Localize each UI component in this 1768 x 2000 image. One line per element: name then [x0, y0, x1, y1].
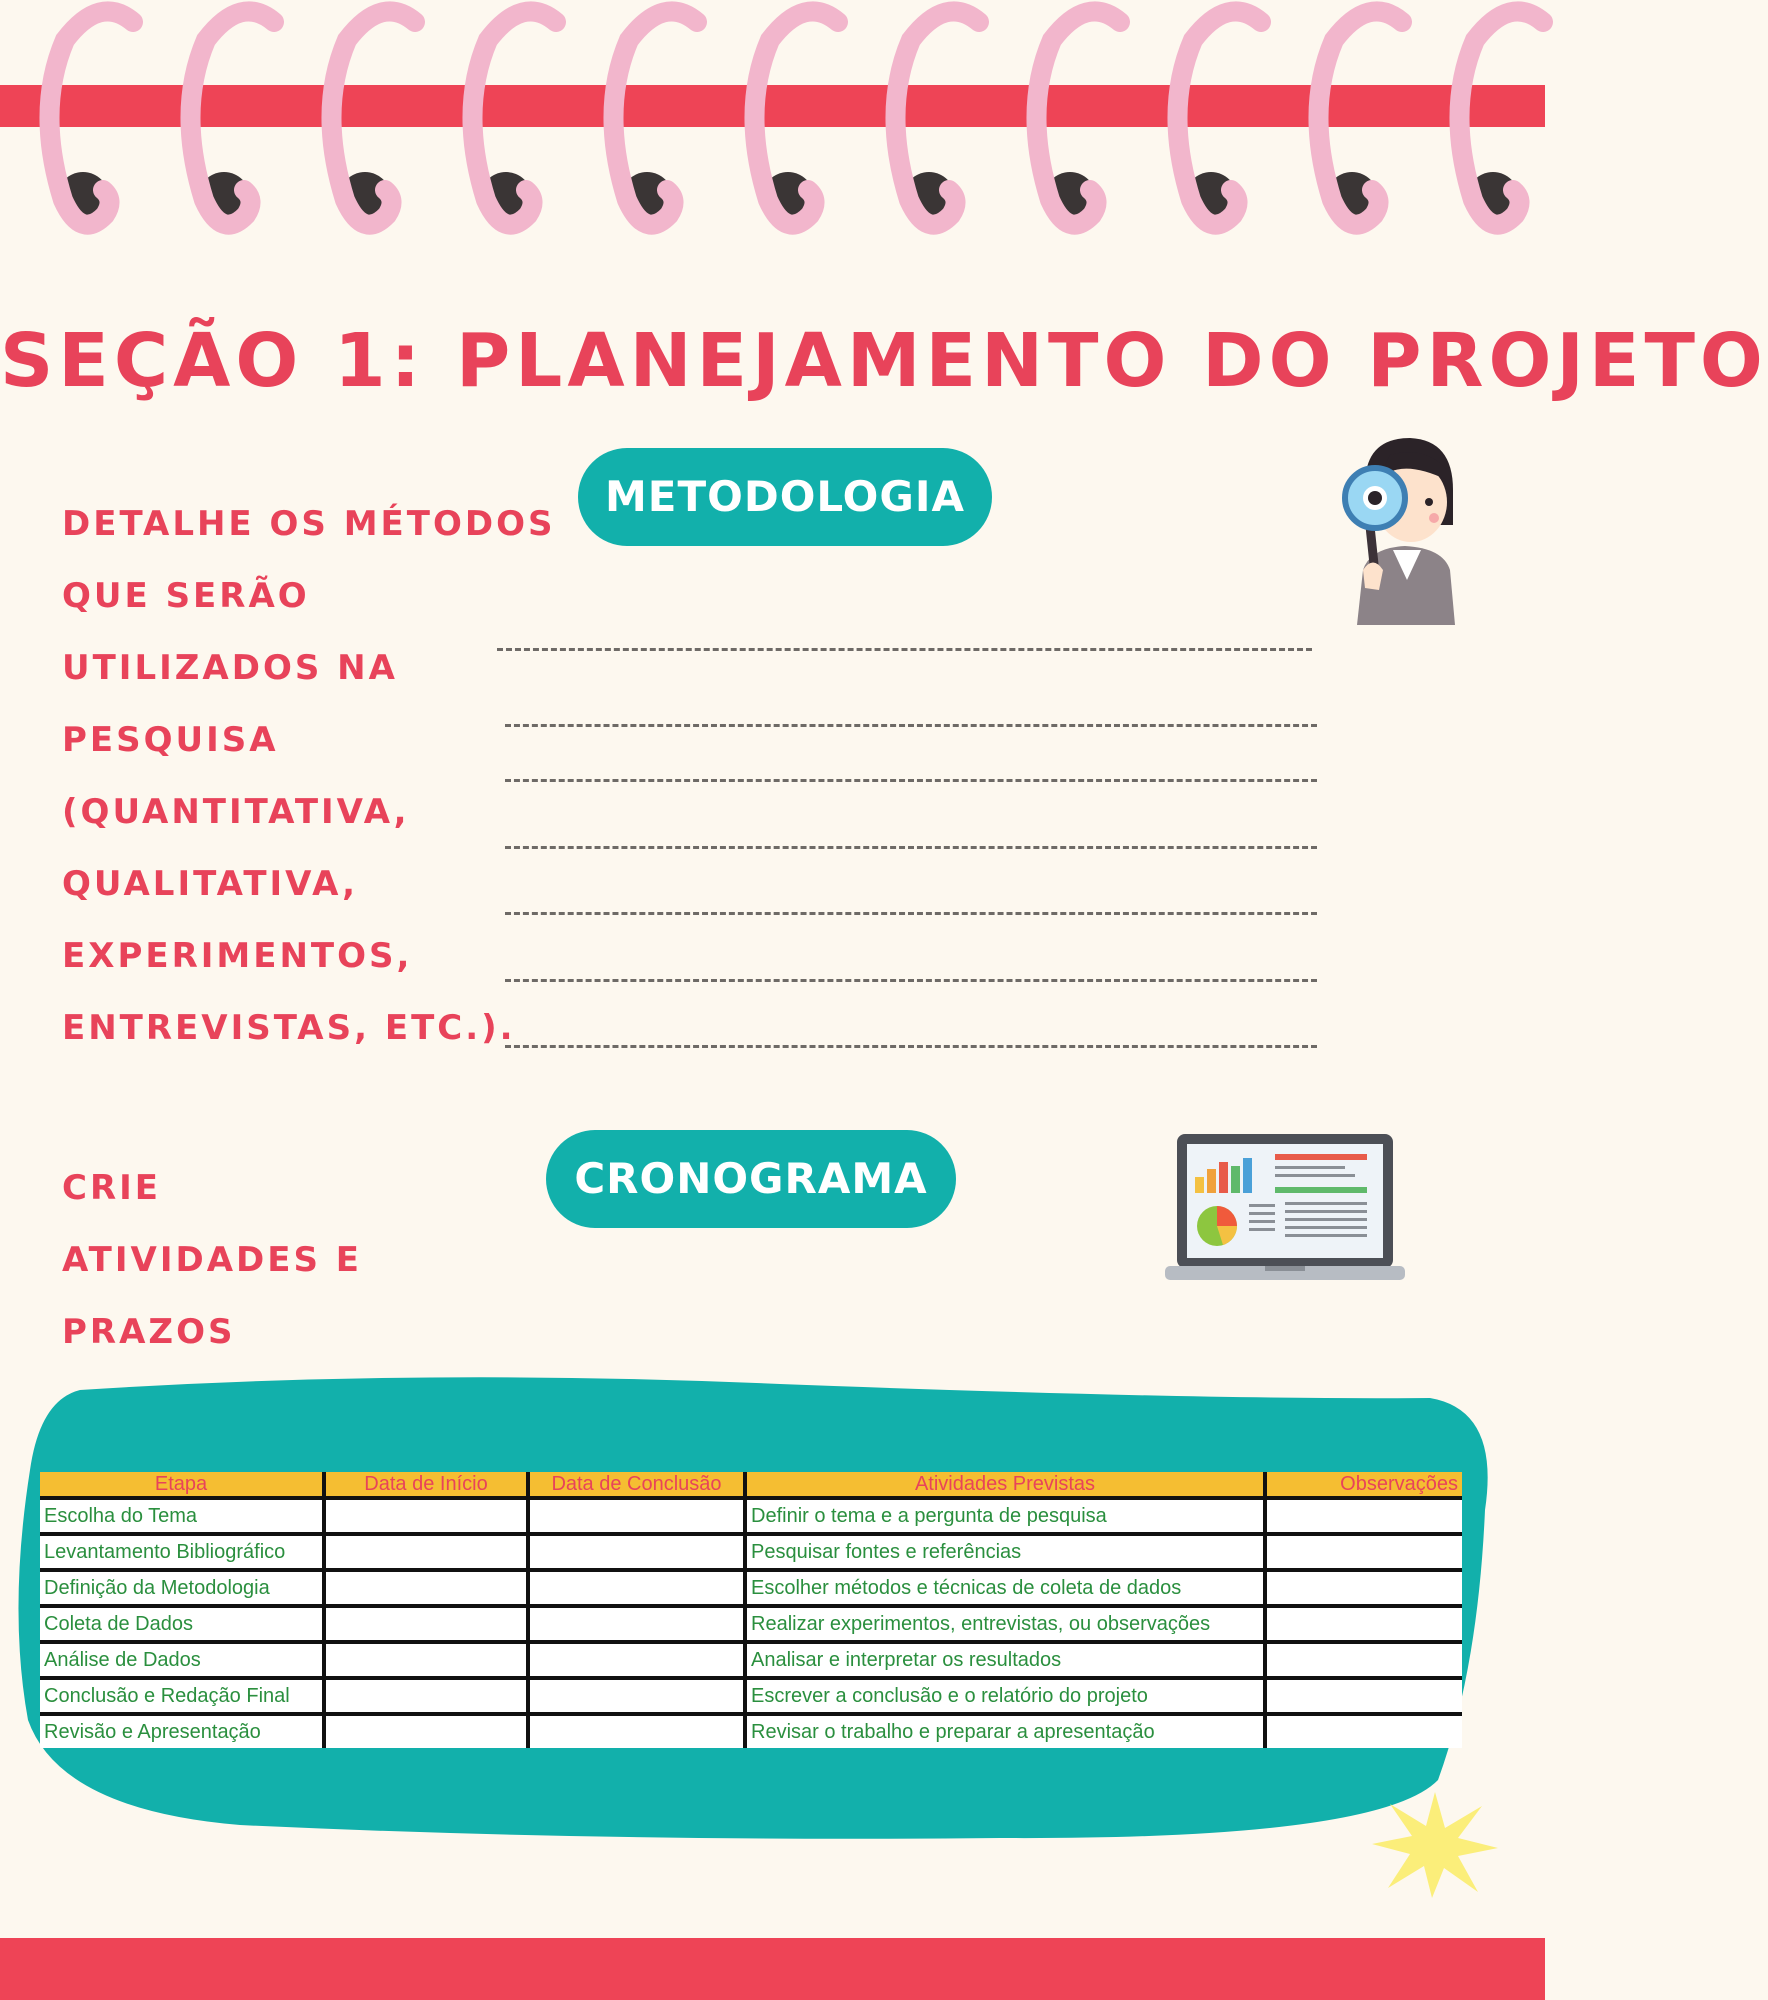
prompt-line: QUALITATIVA,	[62, 864, 359, 904]
prompt-line: QUE SERÃO	[62, 576, 310, 616]
prompt-line: (QUANTITATIVA,	[62, 792, 410, 832]
start-date-cell[interactable]	[324, 1714, 528, 1748]
end-date-cell[interactable]	[528, 1606, 745, 1642]
activities-cell: Pesquisar fontes e referências	[745, 1534, 1265, 1570]
end-date-cell[interactable]	[528, 1570, 745, 1606]
prompt-line: UTILIZADOS NA	[62, 648, 398, 688]
table-row	[40, 1678, 1462, 1714]
schedule-table	[40, 1472, 1462, 1748]
column-header-end-date: Data de Conclusão	[528, 1472, 745, 1498]
notes-cell[interactable]	[1265, 1678, 1462, 1714]
column-header-stage: Etapa	[40, 1472, 324, 1498]
bottom-decorative-bar	[0, 1938, 1545, 2000]
end-date-cell[interactable]	[528, 1678, 745, 1714]
methodology-prompt	[62, 488, 556, 1064]
table-header-row	[40, 1472, 1462, 1498]
column-header-start-date: Data de Início	[324, 1472, 528, 1498]
table-row	[40, 1606, 1462, 1642]
prompt-line: CRIE	[62, 1168, 162, 1208]
activities-cell: Escolher métodos e técnicas de coleta de dados	[745, 1570, 1265, 1606]
end-date-cell[interactable]	[528, 1498, 745, 1534]
start-date-cell[interactable]	[324, 1678, 528, 1714]
answer-line[interactable]	[505, 846, 1317, 849]
table-row	[40, 1534, 1462, 1570]
stage-cell: Escolha do Tema	[40, 1498, 324, 1534]
page-title: SEÇÃO 1: PLANEJAMENTO DO PROJETO	[0, 318, 1768, 404]
notes-cell[interactable]	[1265, 1606, 1462, 1642]
schedule-heading: CRONOGRAMA	[546, 1130, 956, 1228]
woman-with-magnifying-glass-icon	[1335, 430, 1465, 625]
start-date-cell[interactable]	[324, 1606, 528, 1642]
notes-cell[interactable]	[1265, 1570, 1462, 1606]
stage-cell: Conclusão e Redação Final	[40, 1678, 324, 1714]
schedule-prompt	[62, 1152, 362, 1368]
prompt-line: EXPERIMENTOS,	[62, 936, 413, 976]
stage-cell: Levantamento Bibliográfico	[40, 1534, 324, 1570]
laptop-dashboard-icon	[1165, 1132, 1405, 1284]
answer-line[interactable]	[505, 1045, 1317, 1048]
activities-cell: Escrever a conclusão e o relatório do projeto	[745, 1678, 1265, 1714]
answer-line[interactable]	[505, 724, 1317, 727]
table-row	[40, 1498, 1462, 1534]
notes-cell[interactable]	[1265, 1714, 1462, 1748]
notes-cell[interactable]	[1265, 1498, 1462, 1534]
start-date-cell[interactable]	[324, 1570, 528, 1606]
stage-cell: Definição da Metodologia	[40, 1570, 324, 1606]
stage-cell: Coleta de Dados	[40, 1606, 324, 1642]
start-date-cell[interactable]	[324, 1498, 528, 1534]
table-row	[40, 1714, 1462, 1748]
column-header-activities: Atividades Previstas	[745, 1472, 1265, 1498]
start-date-cell[interactable]	[324, 1534, 528, 1570]
methodology-heading: METODOLOGIA	[578, 448, 992, 546]
column-header-notes: Observações	[1265, 1472, 1462, 1498]
notes-cell[interactable]	[1265, 1534, 1462, 1570]
end-date-cell[interactable]	[528, 1534, 745, 1570]
activities-cell: Definir o tema e a pergunta de pesquisa	[745, 1498, 1265, 1534]
start-date-cell[interactable]	[324, 1642, 528, 1678]
answer-line[interactable]	[497, 648, 1312, 651]
notes-cell[interactable]	[1265, 1642, 1462, 1678]
end-date-cell[interactable]	[528, 1642, 745, 1678]
answer-line[interactable]	[505, 912, 1317, 915]
end-date-cell[interactable]	[528, 1714, 745, 1748]
spiral-binding	[0, 0, 1545, 250]
prompt-line: ENTREVISTAS, ETC.).	[62, 1008, 516, 1048]
answer-line[interactable]	[505, 779, 1317, 782]
prompt-line: PESQUISA	[62, 720, 279, 760]
prompt-line: ATIVIDADES E	[62, 1240, 363, 1280]
activities-cell: Realizar experimentos, entrevistas, ou observações	[745, 1606, 1265, 1642]
activities-cell: Revisar o trabalho e preparar a apresentação	[745, 1714, 1265, 1748]
activities-cell: Analisar e interpretar os resultados	[745, 1642, 1265, 1678]
stage-cell: Revisão e Apresentação	[40, 1714, 324, 1748]
table-row	[40, 1642, 1462, 1678]
starburst-decoration	[1370, 1790, 1500, 1900]
answer-line[interactable]	[505, 979, 1317, 982]
table-row	[40, 1570, 1462, 1606]
stage-cell: Análise de Dados	[40, 1642, 324, 1678]
prompt-line: PRAZOS	[62, 1312, 236, 1352]
prompt-line: DETALHE OS MÉTODOS	[62, 504, 556, 544]
